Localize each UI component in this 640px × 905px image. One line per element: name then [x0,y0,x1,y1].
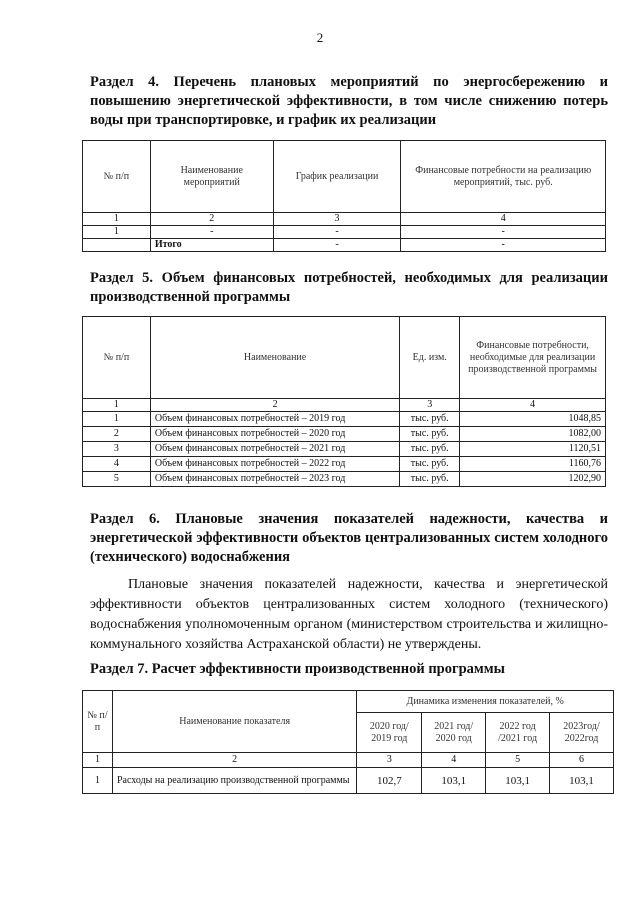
s4-total-schedule: - [273,239,401,252]
s5-header-n: № п/п [83,317,151,399]
s5-row1-unit: тыс. руб. [400,412,460,427]
s4-row-n: 1 [83,226,151,239]
s7-row-name: Расходы на реализацию производственной программы [112,768,356,794]
table-row [83,472,606,487]
section4-title: Раздел 4. Перечень плановых мероприятий по энергосбережению и повышению энергетической эффективности, в том числе снижению потерь воды при транспортировке, и график их реализации [90,74,608,128]
s5-row1-name: Объем финансовых потребностей – 2019 год [150,412,399,427]
s7-header-dynamics: Динамика изменения показателей, % [357,691,614,713]
s7-row-value-3: 103,1 [486,768,550,794]
s7-row-n: 1 [83,768,113,794]
s5-row5-name: Объем финансовых потребностей – 2023 год [150,472,399,487]
s5-row3-unit: тыс. руб. [400,442,460,457]
s4-row-schedule: - [273,226,401,239]
s7-period-2: 2021 год/ 2020 год [422,713,486,753]
table-row [83,457,606,472]
s4-total-empty [83,239,151,252]
s7-period-1: 2020 год/ 2019 год [357,713,422,753]
s5-colnum-1: 1 [83,399,151,412]
table-row [83,442,606,457]
s7-header-name: Наименование показателя [112,691,356,753]
s7-row-value-4: 103,1 [550,768,614,794]
s7-period-4: 2023год/ 2022год [550,713,614,753]
table-row [83,768,614,794]
s7-header-n: № п/п [83,691,113,753]
s5-row4-unit: тыс. руб. [400,457,460,472]
s5-row1-value: 1048,85 [460,412,606,427]
s5-header-unit: Ед. изм. [400,317,460,399]
s5-row3-value: 1120,51 [460,442,606,457]
s5-header-finance: Финансовые потребности, необходимые для реализации производственной программы [460,317,606,399]
s7-period-3: 2022 год /2021 год [486,713,550,753]
section6-title: Раздел 6. Плановые значения показателей надежности, качества и энергетической эффективности объектов централизованных систем холодного (технического) водоснабжения [90,511,608,565]
s4-colnum-2: 2 [150,213,273,226]
s4-colnum-4: 4 [401,213,606,226]
s4-row-name: - [150,226,273,239]
s4-header-n: № п/п [83,141,151,213]
s5-row2-name: Объем финансовых потребностей – 2020 год [150,427,399,442]
s5-colnum-4: 4 [460,399,606,412]
s5-row5-value: 1202,90 [460,472,606,487]
table-row [83,427,606,442]
s7-row-value-2: 103,1 [422,768,486,794]
s5-row4-value: 1160,76 [460,457,606,472]
s5-row2-value: 1082,00 [460,427,606,442]
s5-row5-unit: тыс. руб. [400,472,460,487]
section7-title: Раздел 7. Расчет эффективности производственной программы [90,661,505,677]
s5-row2-unit: тыс. руб. [400,427,460,442]
table-row [83,412,606,427]
s5-row3-name: Объем финансовых потребностей – 2021 год [150,442,399,457]
s7-row-value-1: 102,7 [357,768,422,794]
s7-colnum-2: 2 [112,753,356,768]
s4-total-amount: - [401,239,606,252]
s5-row4-n: 4 [83,457,151,472]
s5-colnum-2: 2 [150,399,399,412]
section5-title: Раздел 5. Объем финансовых потребностей, необходимых для реализации производственной программы [90,270,608,305]
s4-row-amount: - [401,226,606,239]
s7-colnum-5: 5 [486,753,550,768]
s7-colnum-6: 6 [550,753,614,768]
section6-text: Плановые значения показателей надежности, качества и энергетической эффективности объектов централизованных систем холодного (технического) водоснабжения уполномоченным органом (министерством строительства и жилищно-коммунального хозяйства Астраханской области) не утверждены. [90,577,608,652]
s5-row2-n: 2 [83,427,151,442]
s7-colnum-1: 1 [83,753,113,768]
s4-header-finance: Финансовые потребности на реализацию мероприятий, тыс. руб. [401,141,606,213]
s5-header-name: Наименование [150,317,399,399]
section4-table [82,140,606,252]
s4-total-label: Итого [150,239,273,252]
s5-colnum-3: 3 [400,399,460,412]
s4-colnum-3: 3 [273,213,401,226]
s5-row1-n: 1 [83,412,151,427]
s5-row5-n: 5 [83,472,151,487]
s4-header-name: Наименование мероприятий [150,141,273,213]
s5-row3-n: 3 [83,442,151,457]
s4-header-schedule: График реализации [273,141,401,213]
s7-colnum-4: 4 [422,753,486,768]
page-number: 2 [316,30,324,45]
s7-colnum-3: 3 [357,753,422,768]
section7-table [82,690,614,794]
section5-table [82,316,606,487]
s4-colnum-1: 1 [83,213,151,226]
s5-row4-name: Объем финансовых потребностей – 2022 год [150,457,399,472]
